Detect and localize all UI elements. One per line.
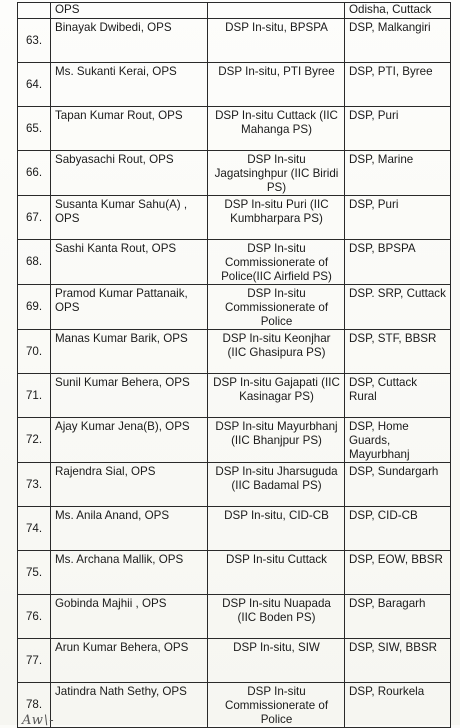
table-row — [18, 107, 451, 151]
cell-name: Tapan Kumar Rout, OPS — [51, 107, 208, 151]
cell-name: Sashi Kanta Rout, OPS — [51, 240, 208, 285]
cell-to: DSP, Malkangiri — [345, 19, 451, 63]
table-row — [18, 463, 451, 507]
table-row — [18, 196, 451, 240]
cell-from: DSP In-situ Commissionerate of Police(IIC Airfield PS) — [208, 240, 345, 285]
cell-from: DSP In-situ Cuttack (IIC Mahanga PS) — [208, 107, 345, 151]
cell-from: DSP In-situ, SIW — [208, 639, 345, 683]
cell-from: DSP In-situ Jharsuguda (IIC Badamal PS) — [208, 463, 345, 507]
cell-name: Ms. Sukanti Kerai, OPS — [51, 63, 208, 107]
cell-sl: 70. — [18, 330, 51, 374]
table-row — [18, 418, 451, 463]
cell-to: DSP, EOW, BBSR — [345, 551, 451, 595]
table-row — [18, 240, 451, 285]
cell-name: Rajendra Sial, OPS — [51, 463, 208, 507]
cell-sl: 76. — [18, 595, 51, 639]
cell-sl: 72. — [18, 418, 51, 463]
signature-mark: Aw\- — [22, 713, 55, 728]
cell-name: Susanta Kumar Sahu(A) , OPS — [51, 196, 208, 240]
cell-to: DSP, SIW, BBSR — [345, 639, 451, 683]
table-row — [18, 19, 451, 63]
cell-to: DSP. SRP, Cuttack — [345, 285, 451, 330]
cell-sl: 66. — [18, 151, 51, 196]
cell-to: DSP, Cuttack Rural — [345, 374, 451, 418]
cell-to: DSP, BPSPA — [345, 240, 451, 285]
table-row — [18, 507, 451, 551]
table-row-header — [18, 3, 451, 19]
cell-sl: 69. — [18, 285, 51, 330]
cell-name: Pramod Kumar Pattanaik, OPS — [51, 285, 208, 330]
cell-from: DSP In-situ, CID-CB — [208, 507, 345, 551]
cell-from: DSP In-situ Nuapada (IIC Boden PS) — [208, 595, 345, 639]
cell-name: Gobinda Majhii , OPS — [51, 595, 208, 639]
cell-sl: 71. — [18, 374, 51, 418]
table-row — [18, 551, 451, 595]
cell-sl: 78. — [18, 683, 51, 728]
cell-name: Ajay Kumar Jena(B), OPS — [51, 418, 208, 463]
cell-to: DSP, Rourkela — [345, 683, 451, 728]
cell-sl: 74. — [18, 507, 51, 551]
table-row — [18, 595, 451, 639]
cell-sl: 63. — [18, 19, 51, 63]
cell-name: Jatindra Nath Sethy, OPS — [51, 683, 208, 728]
cell-to: DSP, Puri — [345, 107, 451, 151]
cell-name: Ms. Anila Anand, OPS — [51, 507, 208, 551]
cell-to: DSP, Baragarh — [345, 595, 451, 639]
cell-from: DSP In-situ Puri (IIC Kumbharpara PS) — [208, 196, 345, 240]
cell-from: DSP In-situ Mayurbhanj (IIC Bhanjpur PS) — [208, 418, 345, 463]
cell-sl: 77. — [18, 639, 51, 683]
cell-to: DSP, Home Guards, Mayurbhanj — [345, 418, 451, 463]
cell-sl: 68. — [18, 240, 51, 285]
table-row — [18, 683, 451, 728]
table-row — [18, 151, 451, 196]
cell-name: Binayak Dwibedi, OPS — [51, 19, 208, 63]
cell-from — [208, 3, 345, 19]
cell-to: DSP, Sundargarh — [345, 463, 451, 507]
cell-to: DSP, Marine — [345, 151, 451, 196]
cell-from: DSP In-situ Cuttack — [208, 551, 345, 595]
transfer-table — [17, 2, 451, 728]
cell-from: DSP In-situ, PTI Byree — [208, 63, 345, 107]
cell-to: DSP, PTI, Byree — [345, 63, 451, 107]
cell-from: DSP In-situ Jagatsinghpur (IIC Biridi PS) — [208, 151, 345, 196]
table-row — [18, 374, 451, 418]
cell-from: DSP In-situ Keonjhar (IIC Ghasipura PS) — [208, 330, 345, 374]
cell-name: Ms. Archana Mallik, OPS — [51, 551, 208, 595]
cell-name: OPS — [51, 3, 208, 19]
cell-name: Manas Kumar Barik, OPS — [51, 330, 208, 374]
cell-sl: 64. — [18, 63, 51, 107]
cell-from: DSP In-situ Commissionerate of Police — [208, 683, 345, 728]
cell-sl: 73. — [18, 463, 51, 507]
cell-to: DSP, Puri — [345, 196, 451, 240]
cell-name: Sabyasachi Rout, OPS — [51, 151, 208, 196]
table-row — [18, 63, 451, 107]
cell-sl: 67. — [18, 196, 51, 240]
cell-from: DSP In-situ Commissionerate of Police — [208, 285, 345, 330]
table-row — [18, 285, 451, 330]
cell-sl: 75. — [18, 551, 51, 595]
table-row — [18, 330, 451, 374]
cell-to: DSP, STF, BBSR — [345, 330, 451, 374]
cell-to: DSP, CID-CB — [345, 507, 451, 551]
cell-sl: 65. — [18, 107, 51, 151]
cell-name: Sunil Kumar Behera, OPS — [51, 374, 208, 418]
cell-sl — [18, 3, 51, 19]
table-row — [18, 639, 451, 683]
cell-name: Arun Kumar Behera, OPS — [51, 639, 208, 683]
cell-from: DSP In-situ Gajapati (IIC Kasinagar PS) — [208, 374, 345, 418]
cell-from: DSP In-situ, BPSPA — [208, 19, 345, 63]
cell-to: Odisha, Cuttack — [345, 3, 451, 19]
